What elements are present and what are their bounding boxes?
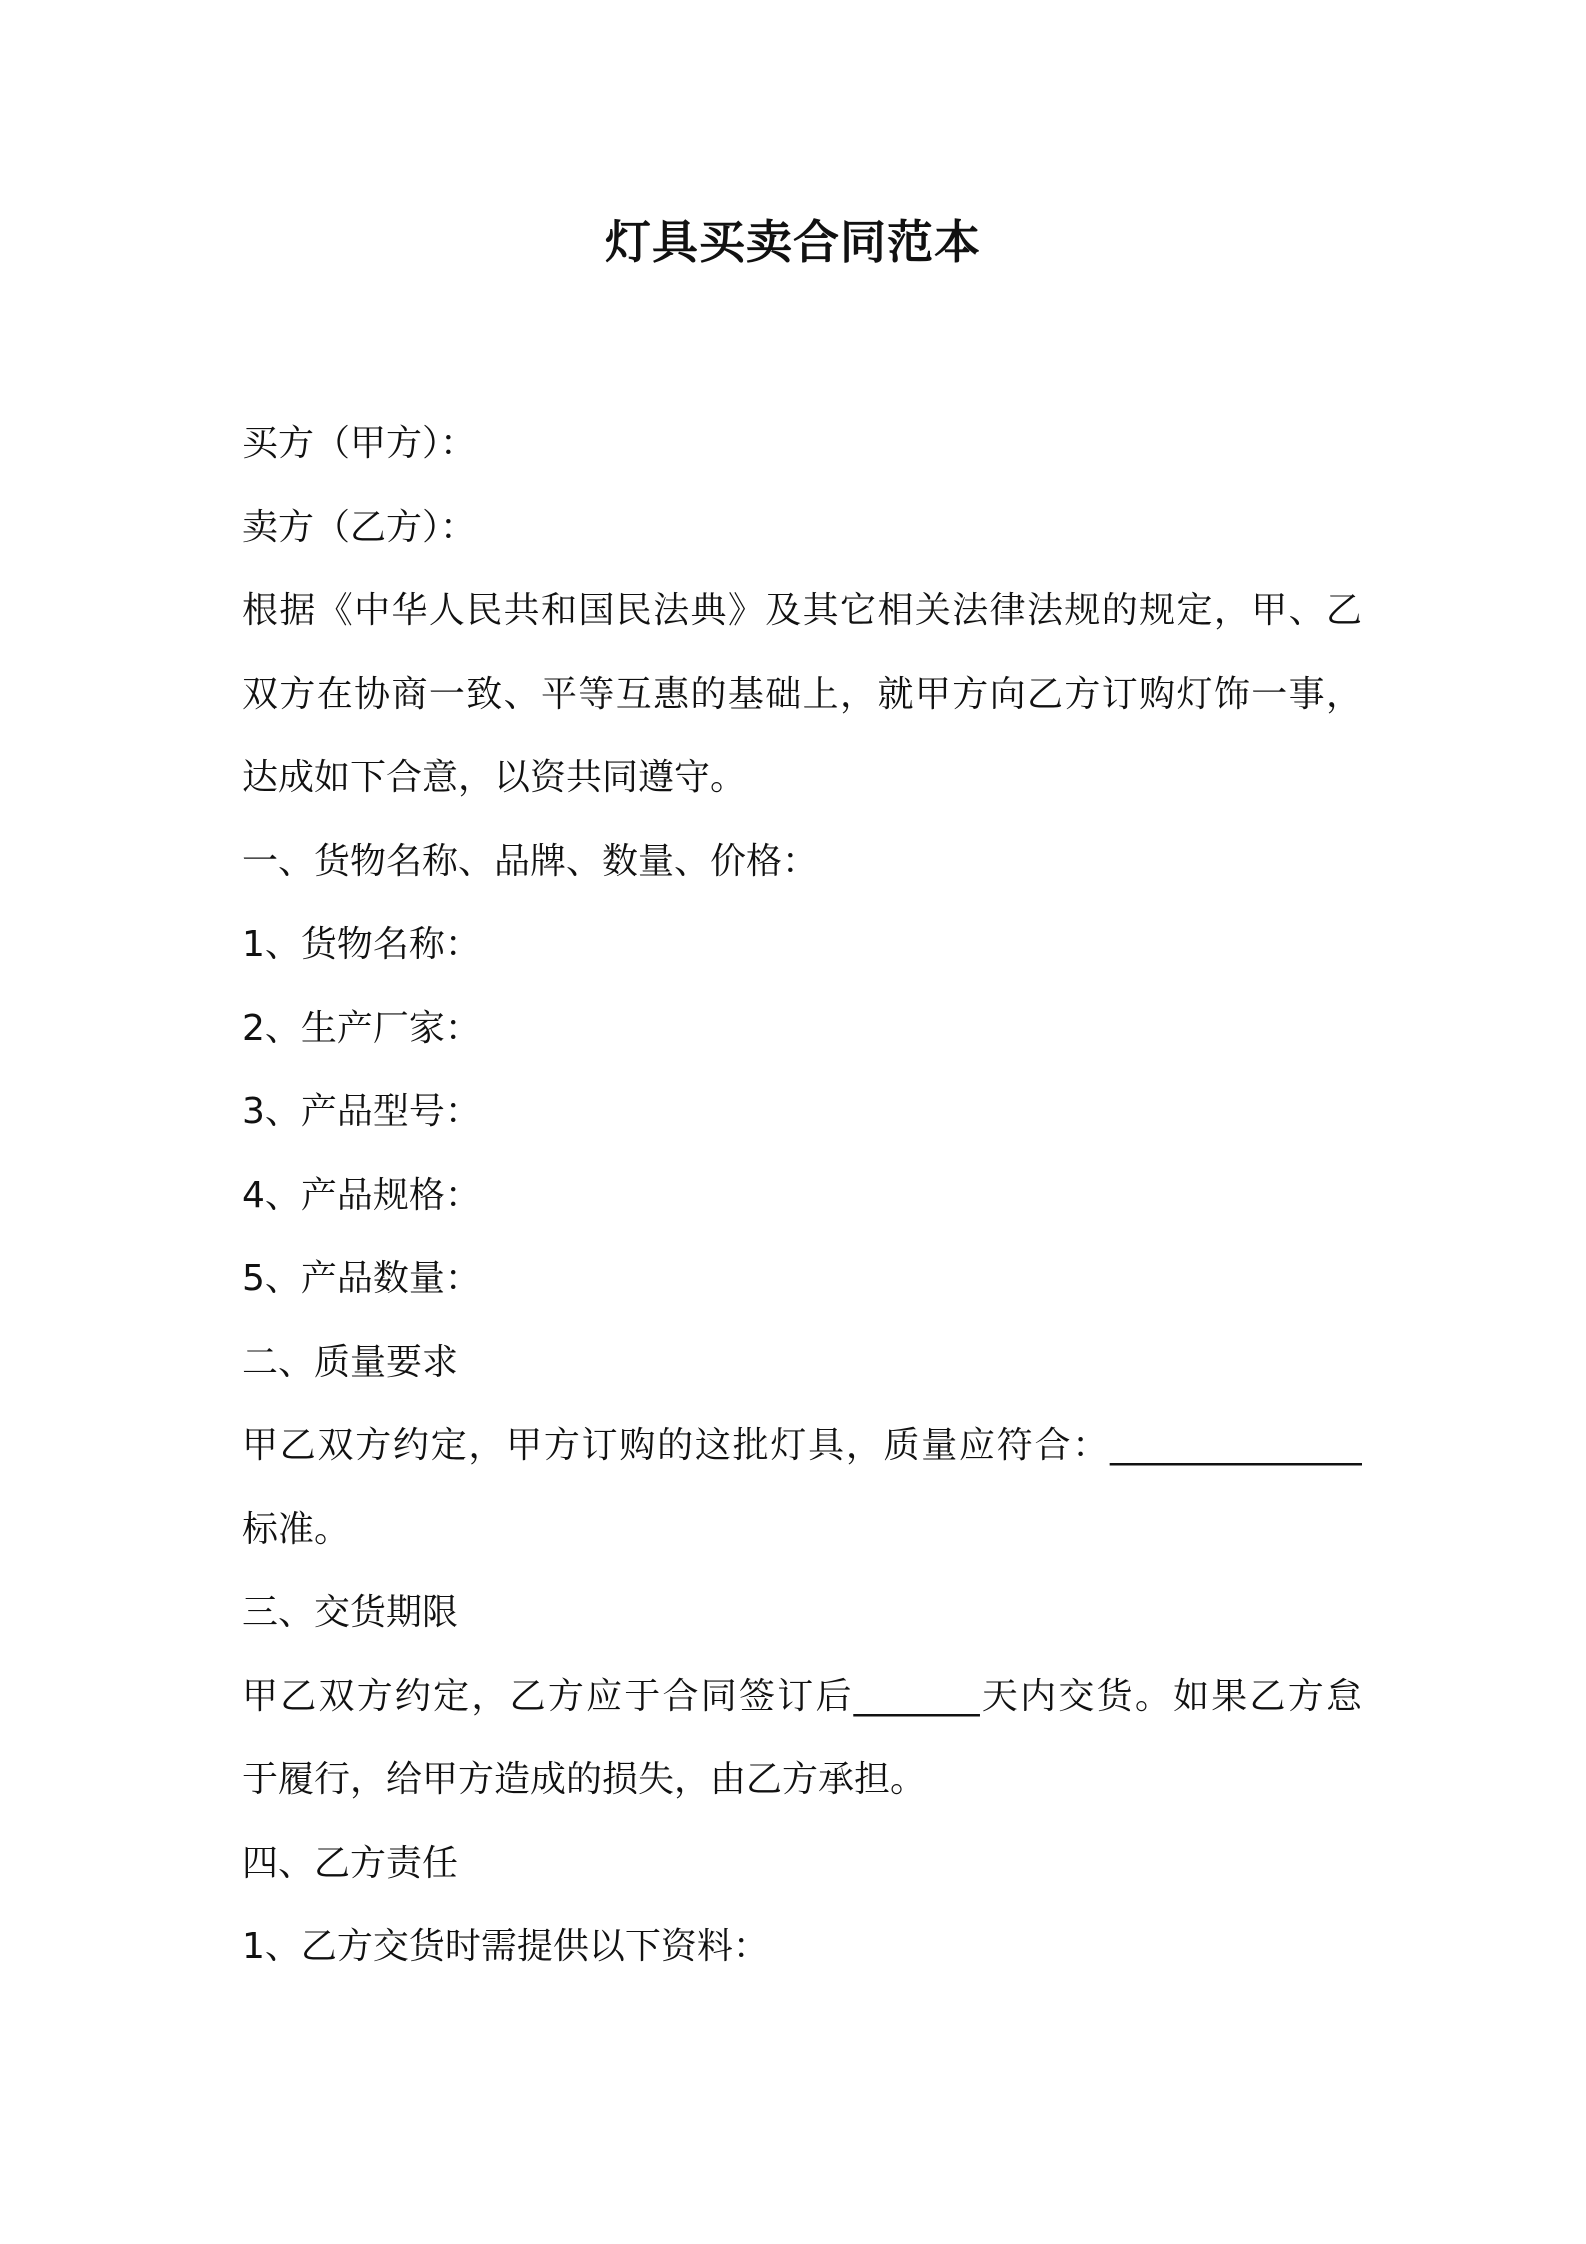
quality-line-2: 标准。 [242, 1508, 351, 1550]
seller-duty-item-1: 1、乙方交货时需提供以下资料： [242, 1926, 769, 1967]
delivery-line-1: 甲乙双方约定，乙方应于合同签订后_______天内交货。如果乙方怠 [242, 1675, 1362, 1717]
preamble-line-1: 根据《中华人民共和国民法典》及其它相关法律法规的规定，甲、乙 [242, 590, 1362, 631]
goods-item-model: 3、产品型号： [242, 1091, 481, 1132]
preamble-line-3: 达成如下合意，以资共同遵守。 [242, 757, 747, 798]
goods-item-manufacturer: 2、生产厂家： [242, 1007, 481, 1049]
section-heading-delivery: 三、交货期限 [242, 1592, 459, 1633]
section-heading-goods: 一、货物名称、品牌、数量、价格： [242, 840, 819, 882]
quality-line-1: 甲乙双方约定，甲方订购的这批灯具，质量应符合：______________ [242, 1425, 1362, 1466]
document-body [242, 402, 1362, 1989]
goods-item-spec: 4、产品规格： [242, 1174, 481, 1216]
goods-item-name: 1、货物名称： [242, 924, 481, 965]
goods-item-quantity: 5、产品数量： [242, 1258, 481, 1299]
buyer-line: 买方（甲方）： [242, 423, 477, 464]
section-heading-seller-duty: 四、乙方责任 [242, 1842, 459, 1884]
preamble-line-2: 双方在协商一致、平等互惠的基础上，就甲方向乙方订购灯饰一事， [242, 673, 1362, 715]
section-heading-quality: 二、质量要求 [242, 1341, 459, 1383]
document-title: 灯具买卖合同范本 [605, 215, 981, 269]
seller-line: 卖方（乙方）： [242, 506, 477, 548]
delivery-line-2: 于履行，给甲方造成的损失，由乙方承担。 [242, 1759, 927, 1800]
